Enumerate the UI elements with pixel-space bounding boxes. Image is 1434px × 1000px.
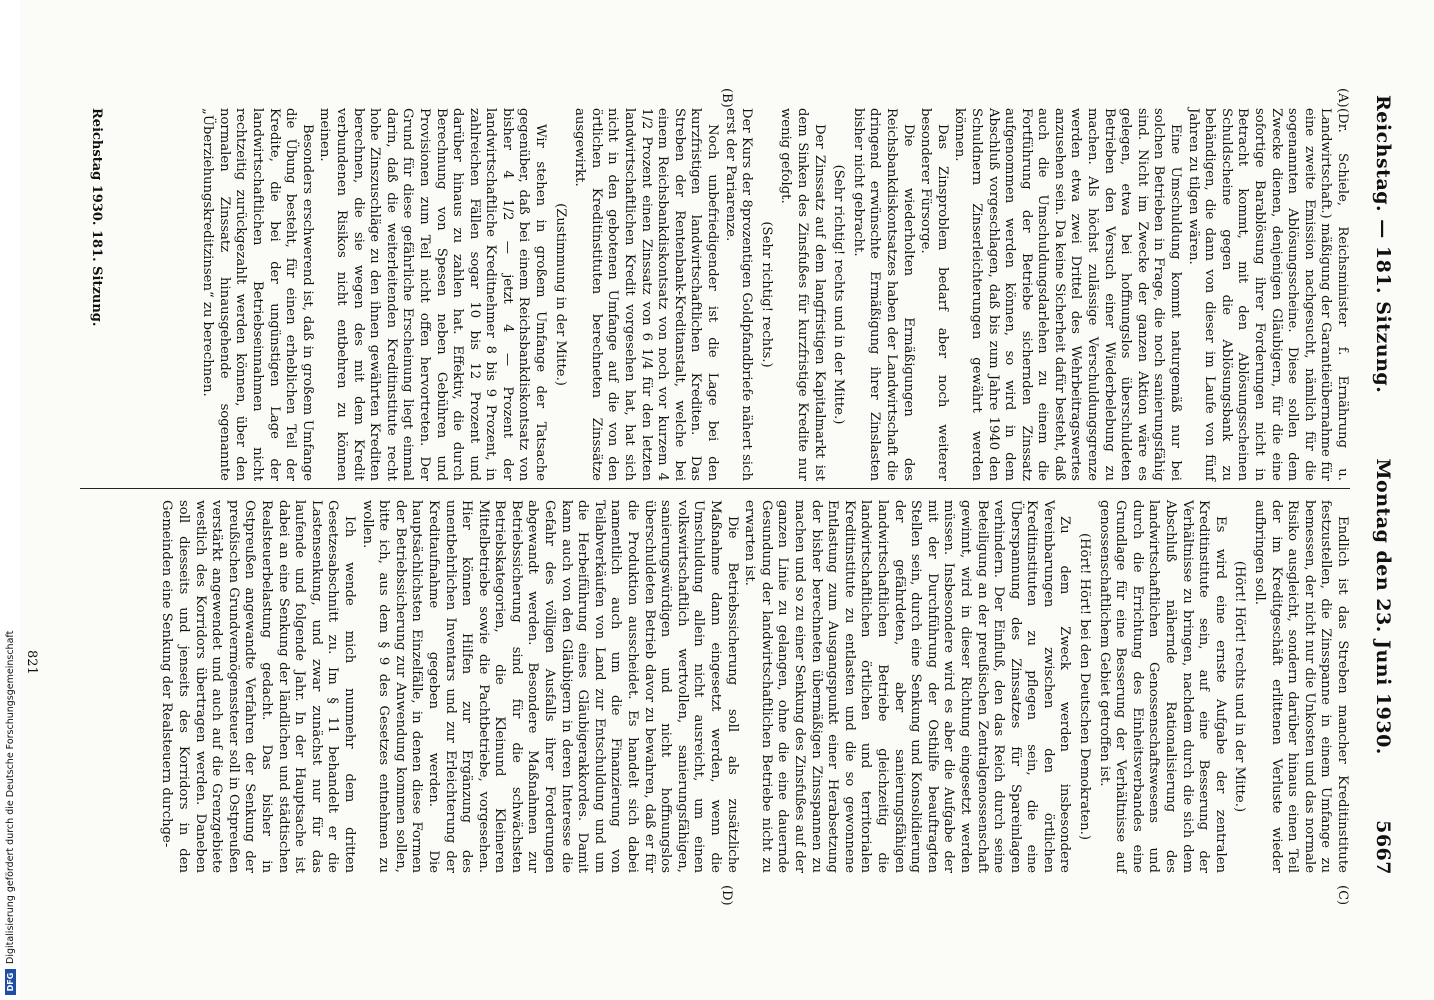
paragraph: Endlich ist das Streben mancher Kreditinstitute festzustellen, die Zinsspanne in einem Umfange zu bemessen, der nicht nur die Unkosten und das normale Risiko ausgleicht, sondern darüber hinaus einen Teil der im Kreditgeschäft erlittenen Verluste wieder aufbringen soll. — [1252, 500, 1350, 873]
interjection: (Hört! Hört! rechts und in der Mitte.) — [1232, 560, 1248, 813]
interjection: (Sehr richtig! rechts und in der Mitte.) — [831, 164, 847, 425]
margin-letter-b: (B) — [719, 88, 734, 108]
paragraph: (Dr. Schiele, Reichsminister f. Ernährung u. Landwirtschaft.) mäßigung der Garantieübernahme für eine zweite Emission nachgesucht, nämlich für die sogenannten Ablösungsscheine. Diese sollen dem Zwecke dienen, denjenigen Gläubigern, für die eine sofortige Barablösung ihrer Forderungen nicht in Betracht kommt, mit den Ablösungsscheinen Schuldscheine gegen die Ablösungsbank zu behändigen, die dann von dieser im Laufe von fünf Jahren zu tilgen wären. — [1185, 108, 1350, 481]
footer-session-label: Reichstag 1930. 181. Sitzung. — [89, 108, 104, 327]
interjection: (Zustimmung in der Mitte.) — [552, 203, 568, 386]
paragraph: Besonders erschwerend ist, daß in großem Umfange die Übung besteht, für einen erheblichen Teil der Kredite, die bei der ungünstigen Lage der landwirtschaftlichen Betriebseinnahmen nicht rechtzeitig zurückgezahlt werden können, über den normalen Zinssatz hinausgehende sogenannte „Überziehungskreditzinsen“ zu berechnen. — [200, 108, 315, 481]
paragraph: Es wird eine ernste Aufgabe der zentralen Kreditinstitute sein, auf eine Besserung der Verhältnisse zu bringen, nachdem durch die sich dem Abschluß nähernde Rationalisierung des landwirtschaftlichen Genossenschaftswesens und durch die Errichtung des Einheitsverbandes eine Grundlage für eine Besserung der Verhältnisse auf genossenschaftlichem Gebiet getroffen ist. — [1096, 500, 1228, 873]
margin-letter-c: (C) — [1335, 885, 1350, 906]
page-header — [1364, 95, 1394, 875]
digitization-credit — [3, 5, 17, 995]
header-left: Reichstag. — 181. Sitzung. — [1372, 95, 1394, 394]
paragraph: Der Zinssatz auf dem langfristigen Kapitalmarkt ist dem Sinken des Zinsfußes für kurzfristige Kredite nur wenig gefolgt. — [778, 108, 827, 481]
paragraph: Die Betriebssicherung soll als zusätzliche Maßnahme dann eingesetzt werden, wenn die Umschuldung allein nicht ausreicht, um einen volkswirtschaftlich wertvollen, sanierungsfähigen, sanierungswürdigen und nicht hoffnungslos überschuldeten Betrieb davor zu bewahren, daß er für die Produktion ausscheidet. Es handelt sich dabei namentlich auch um die Finanzierung von Teilabverkäufen von Land zur Entschuldung und um die Herbeiführung eines Gläubigerakkordes. Damit kann auch von den Gläubigern in deren Interesse die Gefahr des völligen Ausfalls ihrer Forderungen abgewandt werden. Besondere Maßnahmen zur Betriebssicherung sind für die schwächsten Betriebskategorien, die Kleinund Kleineren Mittelbetriebe sowie die Pachtbetriebe, vorgesehen. Hier können Hilfen zur Ergänzung des unentbehrlichen Inventars und zur Erleichterung der Kreditaufnahme gegeben werden. Die hauptsächlichsten Einzelfälle, in denen diese Formen der Betriebssicherung zur Anwendung kommen sollen, bitte ich, aus dem § 9 des Gesetzes entnehmen zu wollen. — [359, 500, 740, 873]
header-date: Montag den 23. Juni 1930. — [1372, 458, 1394, 755]
paragraph: Wir stehen in großem Umfange der Tatsache gegenüber, daß bei einem Reichsbankdiskontsatz von bisher 4 1/2 — jetzt 4 — Prozent der landwirtschaftliche Kreditnehmer 8 bis 9 Prozent, in zahlreichen Fällen sogar 10 bis 12 Prozent und darüber hinaus zu zahlen hat. Effektiv, die durch Berechnung von Spesen neben Gebühren und Provisionen zum Teil nicht offen hervortreten. Der Grund für diese gefährliche Erscheinung liegt einmal darin, daß die weiterleitenden Kreditinstitute recht hohe Zinszuschläge zu den ihnen gewährten Krediten berechnen, die sie wegen des mit dem Kredit verbundenen Risikos nicht entbehren zu können meinen. — [317, 108, 549, 481]
digitization-credit-strip — [0, 0, 20, 1000]
header-page-number: 5667 — [1372, 820, 1394, 875]
dfg-logo: DFG — [5, 969, 16, 995]
interjection: (Hört! Hört! bei den Deutschen Demokraten.) — [1077, 532, 1093, 841]
left-text-column — [198, 108, 1350, 481]
paragraph: Zu dem Zweck werden insbesondere Vereinbarungen zwischen den örtlichen Kreditinstituten zu pflegen sein, die eine Überspannung des Zinssatzes für Spareinlagen verhindern. Der Einfluß, den das Reich durch seine Beteiligung an der preußischen Zentralgenossenschaft gewinnt, wird in dieser Richtung eingesetzt werden müssen. Insbesondere wird es aber die Aufgabe der mit der Durchführung der Osthilfe beauftragten Stellen sein, durch eine Senkung und Konsolidierung der gefährdeten, aber sanierungsfähigen landwirtschaftlichen Betriebe gleichzeitig die landwirtschaftlichen örtlichen und territorialen Kreditinstitute zu entlasten und die so gewonnene Entlastung zum Ausgangspunkt einer Herabsetzung der bisher berechneten übermäßigen Zinsspannen zu machen und so zu einer Senkung des Zinsfußes auf der ganzen Linie zu gelangen, ohne die eine dauernde Gesundung der landwirtschaftlichen Betriebe nicht zu erwarten ist. — [742, 500, 1073, 873]
paragraph: Das Zinsproblem bedarf aber noch weiterer besonderer Fürsorge. — [918, 108, 950, 481]
margin-letter-d: (D) — [719, 885, 734, 906]
right-text-column — [157, 500, 1350, 873]
paragraph: Die wiederholten Ermäßigungen des Reichsbankdiskontsatzes haben der Landwirtschaft die dringend erwünschte Ermäßigung ihrer Zinslasten bisher nicht gebracht. — [850, 108, 916, 481]
interjection: (Sehr richtig! rechts.) — [758, 221, 774, 368]
paragraph: Der Kurs der 8prozentigen Goldpfandbriefe nähert sich erst der Pariarenze. — [722, 108, 755, 481]
paragraph: Ich wende mich nunmehr dem dritten Gesetzesabschnitt zu. Im § 11 behandelt er die Lastensenkung, und zwar zunächst nur für das laufende und folgende Jahr. In der Hauptsache ist dabei an eine Senkung der ländlichen und städtischen Realsteuerbelastung gedacht. Das bisher in Ostpreußen angewandte Verfahren der Senkung der preußischen Grundvermögenssteuer soll in Ostpreußen verstärkt angewendet und auch auf die Grenzgebiete westlich des Korridors übertragen werden. Daneben soll diesseits und jenseits des Korridors in den Gemeinden eine Senkung der Realsteuern durchge- — [159, 500, 357, 873]
footer-page-number: 821 — [24, 650, 39, 675]
paragraph: Noch unbefriedigender ist die Lage bei den kurzfristigen landwirtschaftlichen Krediten. Das Streben der Rentenbank-Kreditanstalt, welche bei einem Reichsbankdiskontsatz von noch vor kurzem 4 1/2 Prozent einen Zinssatz von 6 1/4 für den letzten landwirtschaftlichen Kredit vorgesehen hat, hat sich nicht in den gebotenen Umfange auf die von den örtlichen Kreditinstituten berechneten Zinssätze ausgewirkt. — [572, 108, 721, 481]
margin-letter-a: (A) — [1335, 88, 1350, 108]
digitization-credit-text: Digitalisierung gefördert durch die Deutsche Forschungsgemeinschaft — [4, 630, 16, 964]
paragraph: Eine Umschuldung kommt naturgemäß nur bei solchen Betrieben in Frage, die noch sanierungsfähig sind. Nicht im Zwecke der ganzen Aktion wäre es gelegen, etwa bei hoffnungslos überschuldeten Betrieben den Versuch einer Wiederbelebung zu machen. Als höchst zulässige Verschuldungsgrenze werden etwa zwei Drittel des Wehrbeitragswertes anzusehen sein. Da keine Sicherheit dafür besteht, daß auch die Umschuldungsdarlehen zu einem die Fortführung der Betriebe sichernden Zinssatz aufgenommen werden können, so wird in dem Abschluß vorgeschlagen, daß bis zum Jahre 1940 den Schuldnern Zinserleichterungen gewährt werden können. — [952, 108, 1184, 481]
column-divider — [80, 488, 1350, 489]
